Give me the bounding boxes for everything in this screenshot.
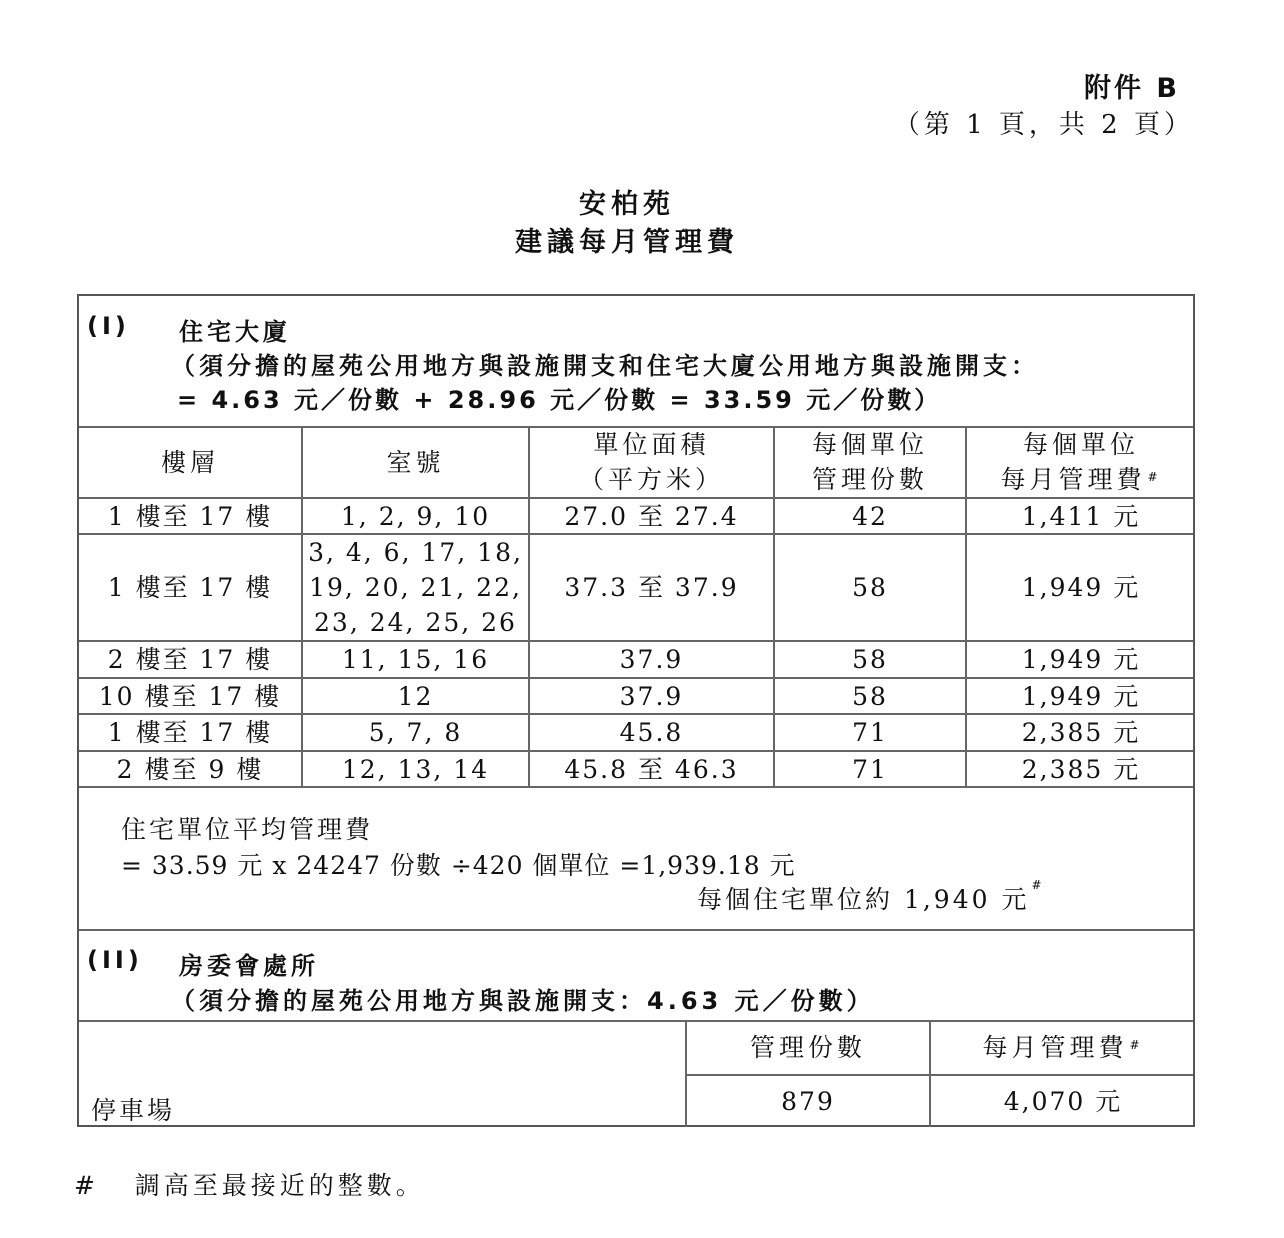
unit-line: 11, 15, 16: [341, 645, 490, 674]
cell-units: [303, 535, 528, 640]
document-title: 建議每月管理費: [515, 227, 739, 258]
cell-shares: 42: [852, 501, 888, 531]
average-formula: = 33.59 元 x 24247 份數 ÷420 個單位 =1,939.18 元: [121, 851, 796, 880]
cell-floor: 2 樓至 17 樓: [107, 645, 273, 674]
unit-line: 5, 7, 8: [368, 718, 463, 747]
unit-line: 3, 4, 6, 17, 18,: [308, 538, 523, 567]
cell-floor: 1 樓至 17 樓: [107, 718, 273, 747]
average-result: 每個住宅單位約 1,940 元 #: [697, 878, 1045, 914]
cell-area: 37.3 至 37.9: [564, 573, 739, 602]
section1-desc-line1: （須分擔的屋苑公用地方與設施開支和住宅大廈公用地方與設施開支：: [171, 352, 1039, 380]
cell-shares: 58: [852, 681, 888, 711]
cell-floor: 2 樓至 9 樓: [116, 754, 264, 784]
unit-line: 12, 13, 14: [341, 754, 490, 784]
cell-shares: 71: [852, 718, 888, 747]
unit-line: 1, 2, 9, 10: [340, 501, 491, 531]
cell-fee: 2,385 元: [1021, 754, 1141, 784]
estate-title: 安柏苑: [579, 189, 675, 220]
cell-area: 37.9: [619, 681, 684, 711]
col-area-header: 單位面積 （平方米）: [578, 430, 724, 494]
cell-area: 37.9: [619, 645, 684, 674]
average-label: 住宅單位平均管理費: [121, 815, 374, 844]
section2-number: (II): [87, 946, 143, 974]
carpark-label: 停車場: [91, 1096, 176, 1125]
unit-line: 23, 24, 25, 26: [314, 608, 517, 637]
col-fee-header: 每個單位 每月管理費 #: [1000, 430, 1162, 494]
carpark-shares: 879: [781, 1086, 835, 1116]
col2-fee-header: 每月管理費 #: [982, 1033, 1144, 1062]
cell-fee: 1,411 元: [1021, 501, 1141, 531]
cell-units: [303, 752, 528, 786]
col2-shares-header: 管理份數: [749, 1033, 866, 1062]
carpark-fee: 4,070 元: [1003, 1086, 1123, 1116]
section1-number: (I): [87, 312, 130, 340]
section1-heading: 住宅大廈: [179, 318, 291, 346]
unit-line: 19, 20, 21, 22,: [309, 573, 522, 602]
cell-shares: 58: [852, 573, 888, 602]
col-floor-header: 樓層: [160, 447, 219, 477]
page-number: （第 1 頁，共 2 頁）: [893, 110, 1194, 140]
cell-units: [303, 499, 528, 533]
cell-area: 45.8: [619, 718, 684, 747]
cell-fee: 1,949 元: [1021, 681, 1141, 711]
fee-table: [77, 294, 1195, 1127]
section1-desc-line2: = 4.63 元／份數 + 28.96 元／份數 = 33.59 元／份數）: [177, 386, 942, 414]
section2-heading: 房委會處所: [179, 952, 319, 980]
cell-units: [303, 679, 528, 713]
unit-line: 12: [397, 681, 434, 711]
cell-units: [303, 642, 528, 677]
cell-floor: 1 樓至 17 樓: [107, 573, 273, 602]
cell-area: 27.0 至 27.4: [564, 501, 739, 531]
cell-fee: 1,949 元: [1021, 645, 1141, 674]
col-shares-header: 每個單位 管理份數: [811, 430, 928, 494]
col-unit-header: 室號: [386, 447, 445, 477]
cell-area: 45.8 至 46.3: [564, 754, 739, 784]
section2-desc: （須分擔的屋苑公用地方與設施開支：4.63 元／份數）: [171, 987, 875, 1015]
annex-label: 附件 B: [1084, 73, 1180, 104]
cell-units: [303, 715, 528, 750]
cell-shares: 71: [852, 754, 888, 784]
cell-fee: 2,385 元: [1021, 718, 1141, 747]
cell-shares: 58: [852, 645, 888, 674]
cell-floor: 10 樓至 17 樓: [98, 681, 282, 711]
cell-floor: 1 樓至 17 樓: [107, 501, 273, 531]
footnote: # 調高至最接近的整數。: [74, 1171, 425, 1200]
cell-fee: 1,949 元: [1021, 573, 1141, 602]
